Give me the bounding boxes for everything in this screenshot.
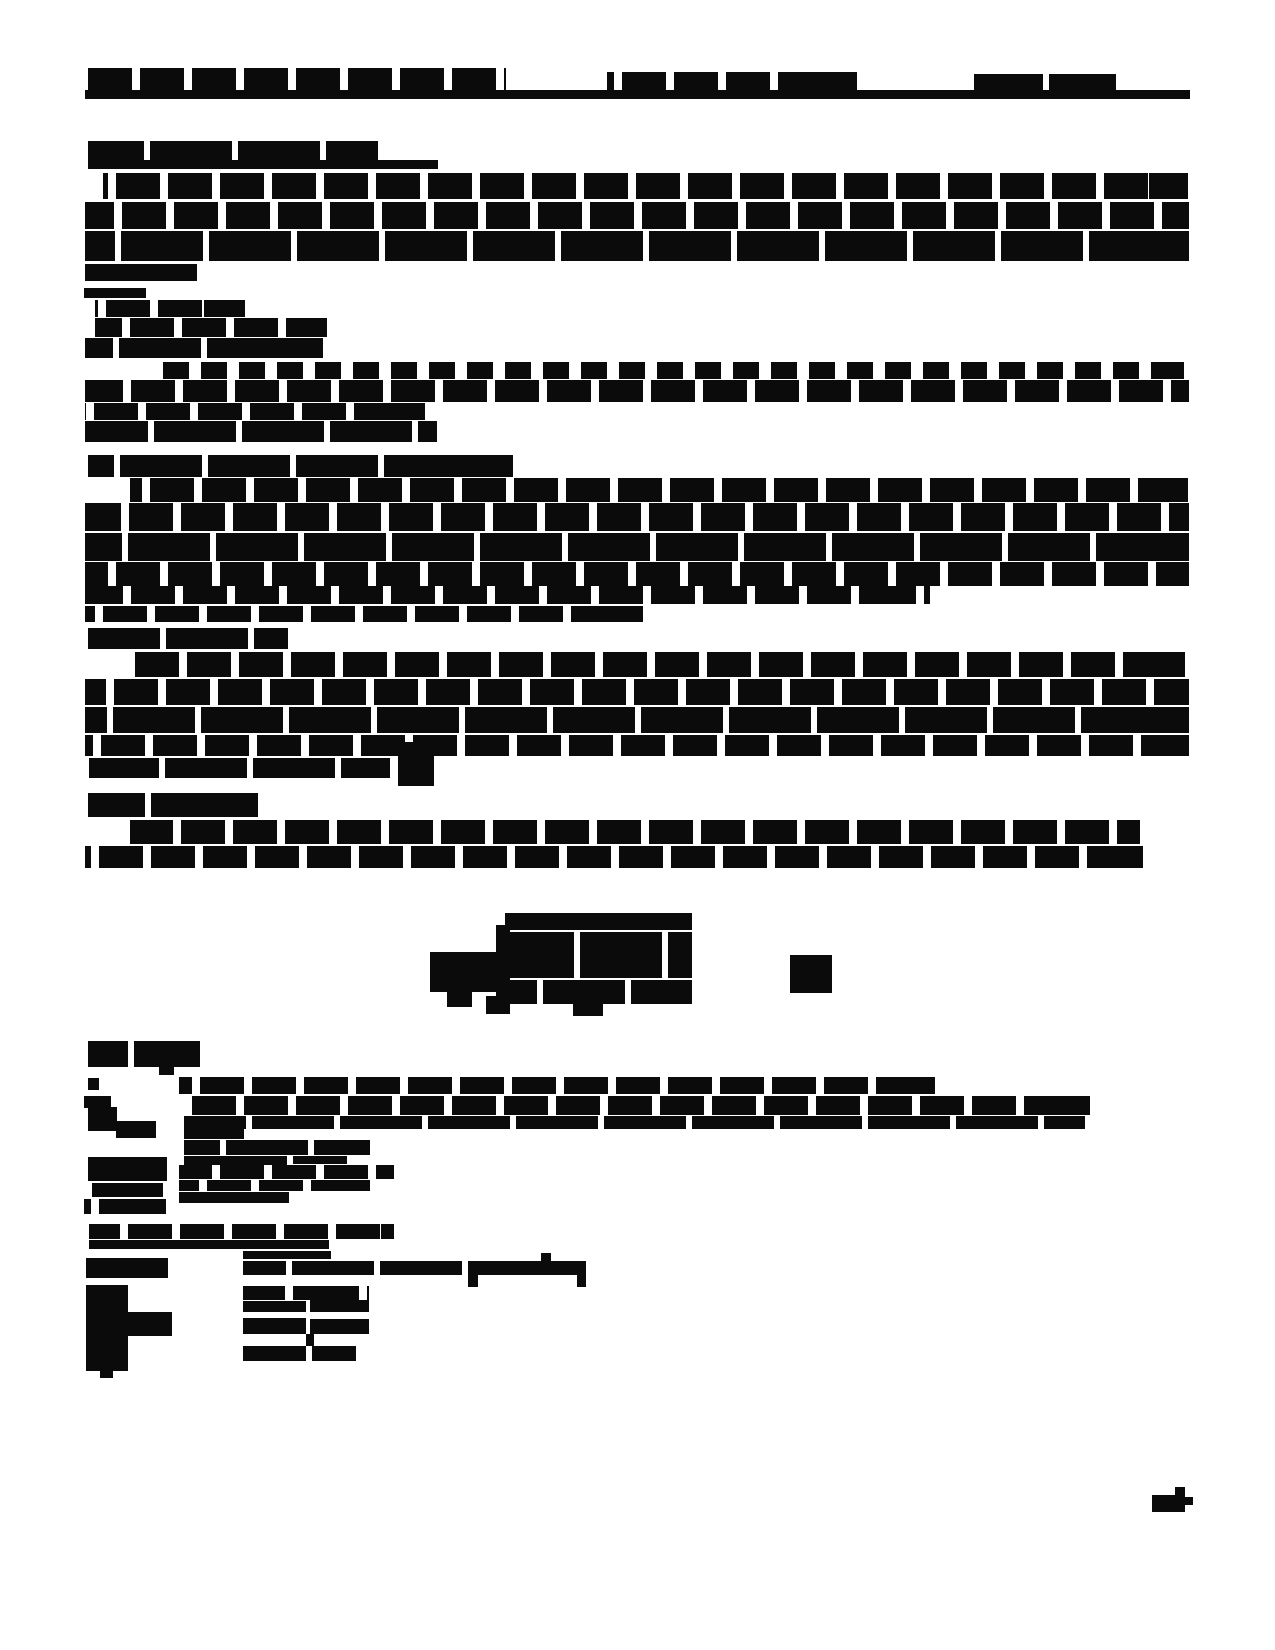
equation-vinculum xyxy=(505,913,692,930)
equation-number xyxy=(790,955,832,993)
paragraph-5-line-2 xyxy=(85,846,1143,868)
symbol-column xyxy=(86,1285,128,1371)
paragraph-2-line-3 xyxy=(85,403,425,420)
range-tick-mid xyxy=(468,1275,478,1287)
equation-lhs-subscript xyxy=(447,992,472,1007)
symbol-column-arm xyxy=(128,1312,172,1336)
paragraph-4-line-1 xyxy=(130,652,1188,677)
page-number-blob-tab xyxy=(1184,1497,1193,1505)
list-item-2 xyxy=(95,318,327,337)
paragraph-2-line-1 xyxy=(155,362,1188,379)
value-row-2b xyxy=(310,1319,369,1334)
definition-line-7 xyxy=(179,1165,394,1179)
definition-line-5 xyxy=(184,1140,370,1155)
value-row-3a xyxy=(243,1346,306,1361)
definition-line-4 xyxy=(184,1129,244,1139)
definition-symbol-5 xyxy=(88,1183,167,1197)
definition-line-1 xyxy=(179,1077,935,1094)
section-1-heading xyxy=(88,141,378,160)
list-caption-bar xyxy=(84,288,146,298)
subsection-heading xyxy=(89,1224,394,1239)
definition-symbol-6 xyxy=(84,1199,166,1214)
paragraph-3-line-4 xyxy=(85,562,1189,586)
section-4-heading xyxy=(88,793,258,817)
header-rule xyxy=(85,90,1190,99)
range-line xyxy=(243,1261,586,1275)
definition-line-3 xyxy=(184,1116,1085,1129)
range-line-lead xyxy=(243,1251,331,1259)
equation-lhs xyxy=(430,952,498,992)
value-row-1b xyxy=(243,1301,306,1312)
range-row-label xyxy=(86,1258,168,1278)
section-1-heading-underline xyxy=(88,160,438,169)
equation-denominator-tail xyxy=(573,1004,603,1016)
paragraph-5-line-1 xyxy=(130,820,1140,844)
where-label xyxy=(88,1041,200,1067)
list-item-1 xyxy=(95,300,245,317)
equation-numerator xyxy=(508,932,692,978)
value-row-1c xyxy=(310,1300,369,1312)
header-center-text xyxy=(607,72,857,92)
definition-symbol-3 xyxy=(88,1107,117,1131)
definition-line-6b xyxy=(293,1156,347,1164)
paragraph-4-line-2 xyxy=(85,679,1189,705)
paragraph-4-line-4 xyxy=(85,735,1189,756)
definition-symbol-3-arm xyxy=(116,1121,156,1138)
paragraph-3-line-3 xyxy=(85,533,1189,561)
definition-line-2 xyxy=(184,1096,1090,1115)
paragraph-3-line-6 xyxy=(85,606,643,622)
subsection-heading-underline xyxy=(89,1240,329,1249)
where-label-tail xyxy=(159,1066,174,1075)
paragraph-2-line-2 xyxy=(85,380,1189,402)
value-row-1a xyxy=(243,1286,369,1300)
page-number-blob xyxy=(1152,1495,1185,1512)
list-item-3 xyxy=(85,338,323,358)
definition-line-8 xyxy=(179,1180,370,1191)
range-line-bump xyxy=(541,1253,551,1261)
paragraph-4-line-5 xyxy=(89,758,390,778)
paragraph-3-line-5 xyxy=(85,586,930,604)
symbol-column-descender xyxy=(100,1366,113,1378)
section-3-heading xyxy=(88,628,288,649)
value-row-3b xyxy=(312,1346,356,1361)
value-row-connector xyxy=(306,1334,314,1346)
equation-radical-hook xyxy=(486,996,510,1014)
definition-line-6 xyxy=(184,1156,287,1165)
value-row-2a xyxy=(243,1318,306,1334)
definition-symbol-1 xyxy=(88,1078,99,1090)
definition-symbol-4 xyxy=(88,1157,167,1181)
equation-denominator xyxy=(508,980,692,1004)
paragraph-4-line-3 xyxy=(85,707,1189,733)
paragraph-2-line-4 xyxy=(85,421,437,442)
header-left-text xyxy=(88,68,506,92)
section-2-heading xyxy=(88,455,513,477)
paragraph-3-line-2 xyxy=(85,503,1189,531)
paragraph-1-line-4 xyxy=(85,264,197,281)
paragraph-1-line-2 xyxy=(85,202,1189,229)
definition-line-9 xyxy=(179,1192,289,1203)
paragraph-1-line-1 xyxy=(103,173,1188,199)
paragraph-1-line-3 xyxy=(85,231,1189,261)
page-number-blob-top xyxy=(1175,1487,1185,1496)
paragraph-3-line-1 xyxy=(130,478,1188,502)
range-tick-end xyxy=(577,1261,586,1287)
paragraph-4-tail-mark xyxy=(398,742,434,786)
